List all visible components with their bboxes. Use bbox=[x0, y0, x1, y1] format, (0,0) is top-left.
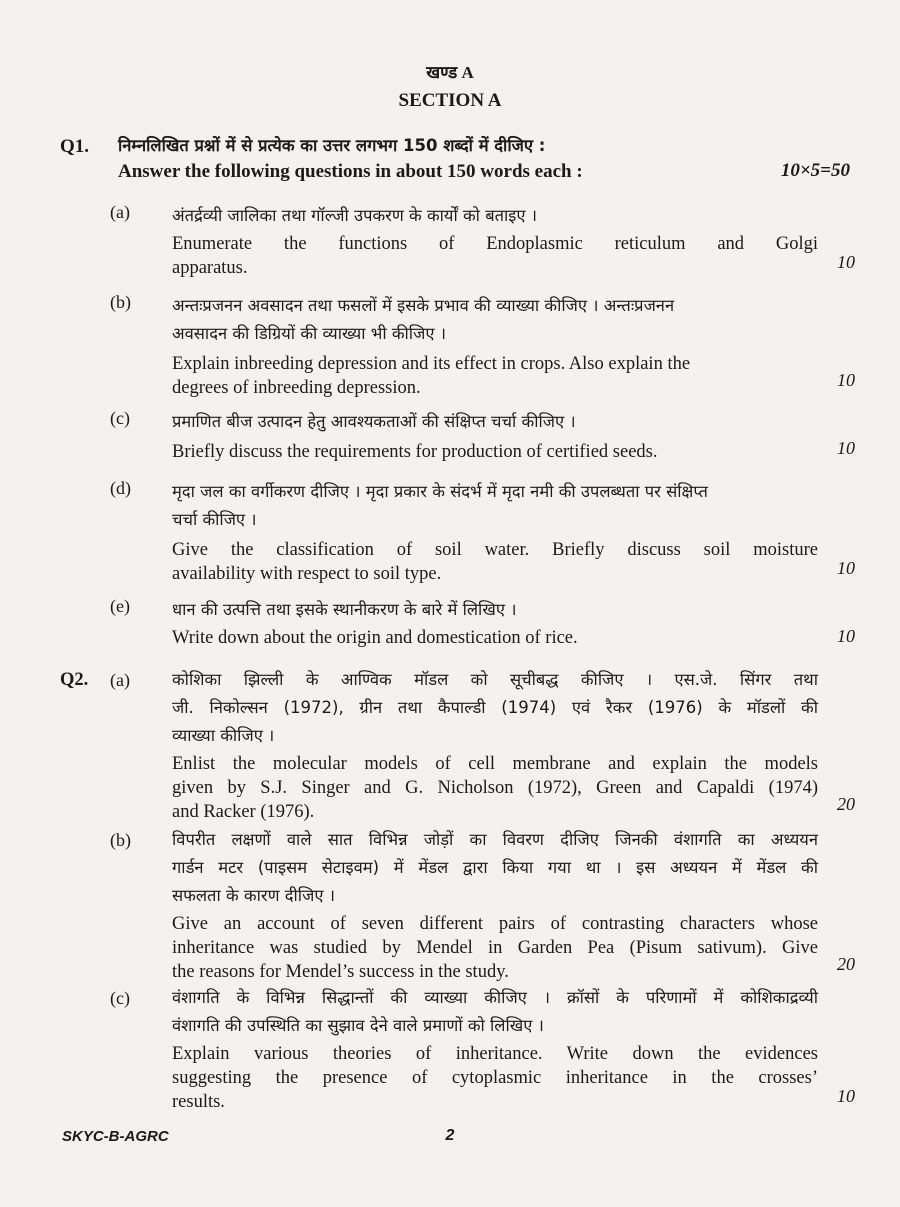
question-number-q1: Q1. bbox=[60, 136, 90, 157]
q1-total-marks: 10×5=50 bbox=[780, 160, 850, 181]
part-text-hindi: वंशागति के विभिन्न सिद्धान्तों की व्याख्या कीजिए । क्रॉसों के परिणामों में कोशिकाद्रव्यी bbox=[172, 988, 818, 1007]
part-text-english: the reasons for Mendel’s success in the study. bbox=[172, 962, 509, 982]
q2-part-a-marks: 20 bbox=[837, 794, 855, 814]
section-heading-hindi: खण्ड A bbox=[426, 63, 474, 82]
part-text-hindi: व्याख्या कीजिए । bbox=[172, 726, 275, 745]
part-label: (e) bbox=[110, 596, 130, 616]
part-text-hindi: अवसादन की डिग्रियों की व्याख्या भी कीजिए । bbox=[172, 324, 446, 343]
q1-instruction-english: Answer the following questions in about 150 words each : bbox=[118, 161, 583, 182]
question-number-q2: Q2. bbox=[60, 670, 89, 690]
part-text-hindi: प्रमाणित बीज उत्पादन हेतु आवश्यकताओं की संक्षिप्त चर्चा कीजिए । bbox=[172, 412, 576, 431]
q1-part-e-marks: 10 bbox=[837, 626, 855, 646]
part-text-english: Explain various theories of inheritance. Write down the evidences bbox=[172, 1044, 818, 1064]
part-text-hindi: विपरीत लक्षणों वाले सात विभिन्न जोड़ों का विवरण दीजिए जिनकी वंशागति का अध्ययन bbox=[172, 830, 818, 849]
part-text-english: Explain inbreeding depression and its effect in crops. Also explain the bbox=[172, 354, 691, 374]
part-text-hindi: सफलता के कारण दीजिए । bbox=[172, 886, 335, 905]
part-text-english: Enumerate the functions of Endoplasmic reticulum and Golgi bbox=[172, 234, 818, 254]
part-text-english: Briefly discuss the requirements for production of certified seeds. bbox=[172, 442, 658, 462]
part-text-english: inheritance was studied by Mendel in Garden Pea (Pisum sativum). Give bbox=[172, 938, 818, 958]
part-text-english: Enlist the molecular models of cell membrane and explain the models bbox=[172, 754, 818, 774]
part-text-hindi: अंतर्द्रव्यी जालिका तथा गॉल्जी उपकरण के कार्यों को बताइए । bbox=[172, 206, 538, 225]
q1-part-d-marks: 10 bbox=[837, 558, 855, 578]
q1-part-c-marks: 10 bbox=[837, 438, 855, 458]
section-heading: SECTION A bbox=[398, 90, 502, 111]
part-text-hindi: चर्चा कीजिए । bbox=[172, 510, 257, 529]
q2-part-b-marks: 20 bbox=[837, 954, 855, 974]
part-text-english: results. bbox=[172, 1092, 225, 1112]
part-text-english: availability with respect to soil type. bbox=[172, 564, 442, 584]
part-text-hindi: जी. निकोल्सन (1972), ग्रीन तथा कैपाल्डी (1974) एवं रैकर (1976) के मॉडलों की bbox=[172, 698, 818, 717]
part-text-english: degrees of inbreeding depression. bbox=[172, 378, 421, 398]
part-text-english: given by S.J. Singer and G. Nicholson (1972), Green and Capaldi (1974) bbox=[172, 778, 818, 798]
part-text-english: Give an account of seven different pairs of contrasting characters whose bbox=[172, 914, 818, 934]
part-text-english: apparatus. bbox=[172, 258, 248, 278]
part-text-english: and Racker (1976). bbox=[172, 802, 315, 822]
part-text-hindi: कोशिका झिल्ली के आण्विक मॉडल को सूचीबद्ध कीजिए । एस.जे. सिंगर तथा bbox=[172, 670, 818, 689]
part-text-hindi: वंशागति की उपस्थिति का सुझाव देने वाले प्रमाणों को लिखिए । bbox=[172, 1016, 544, 1035]
part-label: (c) bbox=[110, 988, 130, 1008]
part-text-hindi: मृदा जल का वर्गीकरण दीजिए । मृदा प्रकार के संदर्भ में मृदा नमी की उपलब्धता पर संक्षिप्त bbox=[172, 482, 708, 501]
q1-instruction-hindi: निम्नलिखित प्रश्नों में से प्रत्येक का उत्तर लगभग 150 शब्दों में दीजिए : bbox=[118, 136, 546, 155]
part-label: (b) bbox=[110, 292, 131, 312]
page-number: 2 bbox=[445, 1127, 455, 1144]
part-text-english: Write down about the origin and domestication of rice. bbox=[172, 628, 578, 648]
q2-part-c-marks: 10 bbox=[837, 1086, 855, 1106]
part-label: (c) bbox=[110, 408, 130, 428]
part-text-english: Give the classification of soil water. Briefly discuss soil moisture bbox=[172, 540, 818, 560]
q1-part-b-marks: 10 bbox=[837, 370, 855, 390]
part-label: (d) bbox=[110, 478, 131, 498]
part-text-hindi: अन्तःप्रजनन अवसादन तथा फसलों में इसके प्रभाव की व्याख्या कीजिए । अन्तःप्रजनन bbox=[172, 296, 675, 315]
part-label: (a) bbox=[110, 202, 130, 222]
paper-code: SKYC-B-AGRC bbox=[62, 1128, 169, 1145]
part-text-hindi: धान की उत्पत्ति तथा इसके स्थानीकरण के बारे में लिखिए । bbox=[172, 600, 517, 619]
q1-part-a-marks: 10 bbox=[837, 252, 855, 272]
part-text-hindi: गार्डन मटर (पाइसम सेटाइवम) में मेंडल द्वारा किया गया था । इस अध्ययन में मेंडल की bbox=[172, 858, 818, 877]
part-text-english: suggesting the presence of cytoplasmic inheritance in the crosses’ bbox=[172, 1068, 818, 1088]
part-label: (b) bbox=[110, 830, 131, 850]
part-label: (a) bbox=[110, 670, 130, 690]
